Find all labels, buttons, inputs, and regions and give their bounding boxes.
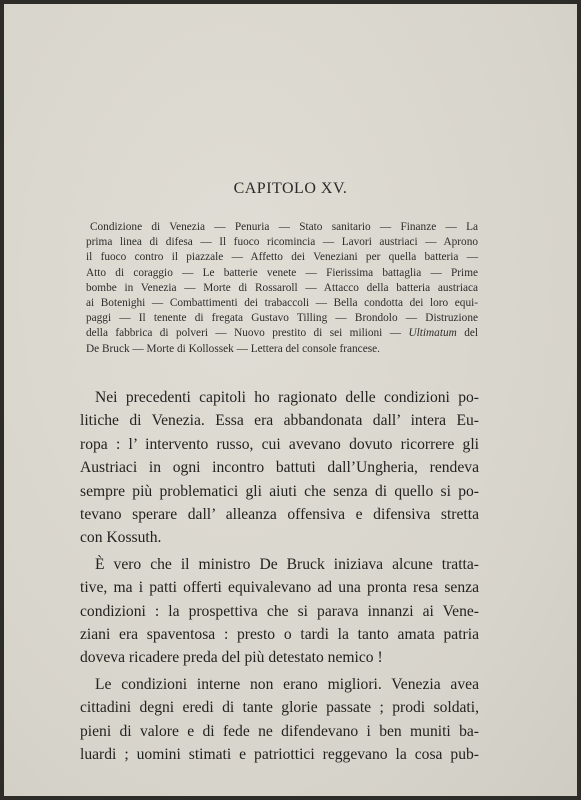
body-line: cittadini degni eredi di tante glorie passate ; prodi soldati, — [80, 699, 479, 717]
chapter-title: CAPITOLO XV. — [233, 180, 348, 197]
summary-line: Condizione di Venezia — Penuria — Stato sanitario — Finanze — La — [90, 221, 478, 233]
summary-line: Atto di coraggio — Le batterie venete — Fierissima battaglia — Prime — [86, 266, 478, 279]
summary-line: De Bruck — Morte di Kollossek — Lettera del console francese. — [86, 342, 380, 355]
ultimatum-word: Ultimatum — [408, 327, 457, 340]
body-line: tevano sperare dall’ alleanza offensiva e difensiva stretta — [80, 506, 479, 524]
summary-line-ultimatum — [86, 326, 478, 341]
summary-line: prima linea di difesa — Il fuoco ricomincia — Lavori austriaci — Aprono — [86, 236, 478, 249]
body-line: Austriaci in ogni incontro battuti dall’Ungheria, rendeva — [80, 459, 479, 477]
body-line: luardi ; uomini stimati e patriottici reggevano la cosa pub- — [80, 746, 479, 764]
body-line: ropa : l’ intervento russo, cui avevano dovuto ricorrere gli — [80, 435, 479, 453]
body-line: Nei precedenti capitoli ho ragionato delle condizioni po- — [95, 389, 479, 406]
body-line: sempre più problematici gli aiuti che senza di quello si po- — [80, 482, 479, 500]
body-text — [80, 386, 479, 767]
body-line: doveva ricadere preda del più detestato nemico ! — [80, 649, 383, 667]
body-line: Le condizioni interne non erano migliori. Venezia avea — [95, 675, 479, 693]
summary-line-text: della fabbrica di polveri — Nuovo prestito di sei milioni — — [86, 327, 402, 340]
body-line: con Kossuth. — [80, 529, 162, 547]
chapter-summary — [86, 220, 478, 357]
summary-line-tail: del — [464, 327, 479, 340]
body-line: tive, ma i patti offerti equivalevano ad una pronta resa senza — [80, 579, 479, 597]
body-line: litiche di Venezia. Essa era abbandonata dall’ intera Eu- — [80, 412, 479, 430]
summary-line: il fuoco contro il piazzale — Affetto dei Veneziani per quella batteria — — [86, 251, 478, 264]
summary-line: paggi — Il tenente di fregata Gustavo Tilling — Brondolo — Distruzione — [86, 312, 478, 325]
body-line: ziani era spaventosa : presto o tardi la tanto amata patria — [80, 626, 479, 644]
body-line: È vero che il ministro De Bruck iniziava alcune tratta- — [95, 555, 479, 573]
summary-line: ai Botenighi — Combattimenti dei trabaccoli — Bella condotta dei loro equi- — [86, 297, 478, 310]
summary-line: bombe in Venezia — Morte di Rossaroll — Attacco della batteria austriaca — [86, 281, 478, 294]
body-line: pieni di valore e di fede ne difendevano i ben muniti ba- — [80, 722, 479, 740]
book-page — [4, 4, 577, 796]
body-line: condizioni : la prospettiva che si parava innanzi ai Vene- — [80, 602, 479, 620]
